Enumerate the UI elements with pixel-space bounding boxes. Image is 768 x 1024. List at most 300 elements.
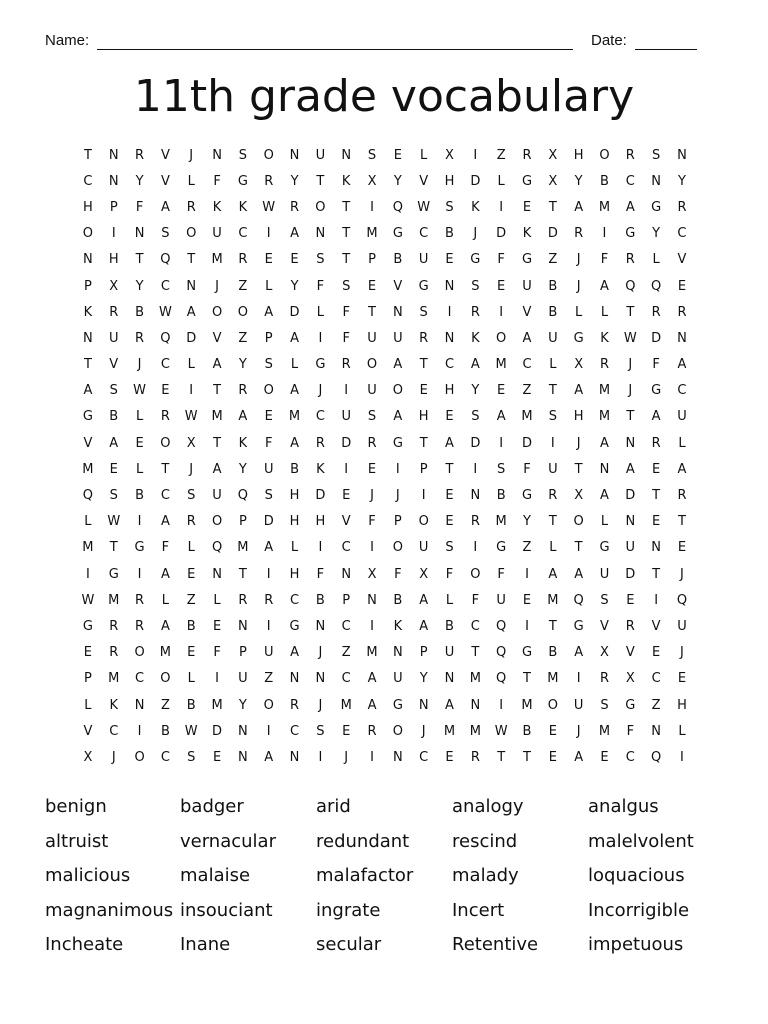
word-list <box>45 790 735 963</box>
grid-letter: T <box>342 252 351 268</box>
grid-row <box>75 378 695 404</box>
grid-letter: R <box>522 147 532 163</box>
grid-letter: F <box>342 304 350 320</box>
grid-letter: C <box>341 671 351 687</box>
grid-letter: Z <box>548 252 558 268</box>
grid-letter: I <box>137 723 142 739</box>
grid-letter: R <box>548 488 558 504</box>
grid-letter: T <box>316 173 325 189</box>
grid-letter: V <box>160 173 170 189</box>
word-list-item: altruist <box>45 830 109 852</box>
grid-letter: M <box>598 199 611 215</box>
grid-letter: A <box>238 409 248 425</box>
grid-letter: T <box>109 540 118 556</box>
word-list-item: ingrate <box>316 899 381 921</box>
grid-letter: S <box>109 383 118 399</box>
grid-letter: A <box>290 383 299 399</box>
grid-letter: G <box>108 566 119 582</box>
grid-letter: G <box>315 357 326 373</box>
grid-letter: B <box>315 592 325 608</box>
grid-letter: I <box>499 304 504 320</box>
grid-row <box>75 430 695 456</box>
grid-letter: R <box>625 252 635 268</box>
grid-letter: N <box>108 173 119 189</box>
grid-letter: L <box>575 304 583 320</box>
grid-letter: C <box>419 226 429 242</box>
grid-letter: T <box>574 461 583 477</box>
grid-letter: B <box>445 226 454 242</box>
grid-letter: D <box>625 566 636 582</box>
word-list-item: Incert <box>452 899 505 921</box>
grid-letter: M <box>598 383 611 399</box>
grid-letter: L <box>290 540 299 556</box>
grid-letter: Q <box>211 540 223 556</box>
grid-letter: V <box>393 278 403 294</box>
grid-letter: Y <box>135 173 144 189</box>
grid-letter: E <box>522 199 532 215</box>
grid-letter: C <box>83 173 93 189</box>
grid-letter: I <box>525 566 529 582</box>
grid-letter: K <box>212 199 222 215</box>
grid-letter: F <box>394 566 402 582</box>
grid-letter: Q <box>496 645 507 661</box>
grid-letter: F <box>316 566 325 582</box>
grid-letter: L <box>84 514 92 530</box>
grid-letter: C <box>160 357 170 373</box>
grid-letter: V <box>625 645 635 661</box>
grid-letter: M <box>469 723 481 739</box>
grid-letter: T <box>548 199 557 215</box>
grid-letter: R <box>677 199 687 215</box>
grid-letter: N <box>444 278 455 294</box>
grid-letter: L <box>445 592 454 608</box>
grid-letter: J <box>344 749 349 765</box>
grid-letter: K <box>238 435 248 451</box>
grid-letter: I <box>266 566 271 582</box>
grid-letter: Y <box>677 173 686 189</box>
grid-letter: J <box>680 645 684 661</box>
grid-letter: B <box>393 592 403 608</box>
grid-letter: S <box>445 199 454 215</box>
grid-letter: I <box>370 749 374 765</box>
grid-letter: J <box>189 147 194 163</box>
grid-letter: E <box>600 749 609 765</box>
grid-letter: E <box>677 278 687 294</box>
grid-letter: G <box>521 252 533 268</box>
grid-letter: N <box>238 749 248 765</box>
grid-letter: Y <box>419 671 428 687</box>
grid-letter: R <box>677 304 687 320</box>
grid-letter: O <box>134 749 145 765</box>
grid-letter: Y <box>135 278 144 294</box>
grid-letter: N <box>470 488 481 504</box>
grid-letter: J <box>421 723 426 739</box>
grid-letter: G <box>82 409 93 425</box>
grid-letter: L <box>497 173 505 189</box>
grid-letter: A <box>419 618 429 634</box>
grid-letter: T <box>548 618 557 634</box>
grid-letter: R <box>651 435 661 451</box>
grid-letter: W <box>133 383 146 399</box>
grid-letter: M <box>443 723 456 739</box>
grid-letter: N <box>392 304 403 320</box>
grid-letter: H <box>108 252 119 268</box>
grid-letter: U <box>238 671 248 687</box>
grid-letter: J <box>318 697 323 713</box>
grid-letter: Z <box>238 330 248 346</box>
grid-letter: J <box>576 723 581 739</box>
grid-letter: N <box>392 749 403 765</box>
grid-letter: I <box>344 383 349 399</box>
grid-letter: D <box>625 488 636 504</box>
name-label: Name: <box>45 32 90 49</box>
grid-letter: D <box>186 330 197 346</box>
grid-letter: V <box>651 618 661 634</box>
grid-letter: N <box>444 671 455 687</box>
grid-letter: D <box>470 173 481 189</box>
grid-letter: F <box>368 514 376 530</box>
grid-letter: J <box>189 461 194 477</box>
grid-letter: M <box>547 671 559 687</box>
grid-letter: H <box>289 488 300 504</box>
grid-letter: M <box>159 645 171 661</box>
grid-letter: I <box>499 435 504 451</box>
grid-letter: U <box>418 252 429 268</box>
grid-letter: R <box>651 304 661 320</box>
grid-letter: J <box>576 278 581 294</box>
grid-letter: W <box>184 723 198 739</box>
grid-letter: E <box>419 383 428 399</box>
grid-letter: C <box>444 357 455 373</box>
grid-letter: U <box>315 147 326 163</box>
grid-letter: E <box>109 461 118 477</box>
grid-letter: J <box>576 435 581 451</box>
grid-letter: U <box>496 592 506 608</box>
grid-letter: R <box>470 304 480 320</box>
word-list-item: malicious <box>45 865 131 887</box>
grid-letter: X <box>367 173 377 189</box>
grid-letter: F <box>600 252 609 268</box>
grid-letter: R <box>109 618 119 634</box>
grid-letter: S <box>471 409 480 425</box>
grid-letter: J <box>318 645 323 661</box>
grid-letter: I <box>85 566 90 582</box>
grid-letter: N <box>625 435 636 451</box>
grid-letter: X <box>367 566 377 582</box>
grid-letter: L <box>265 278 273 294</box>
grid-letter: Z <box>651 697 661 713</box>
grid-letter: S <box>187 749 196 765</box>
grid-letter: H <box>418 409 429 425</box>
grid-letter: T <box>445 461 454 477</box>
grid-letter: Q <box>496 618 507 634</box>
grid-letter: D <box>547 226 558 242</box>
grid-letter: N <box>83 252 93 268</box>
grid-letter: T <box>161 461 170 477</box>
grid-letter: I <box>680 749 684 765</box>
grid-letter: O <box>392 723 403 739</box>
grid-letter: P <box>238 645 247 661</box>
grid-letter: F <box>213 645 221 661</box>
grid-letter: U <box>548 461 558 477</box>
word-list-item: badger <box>180 796 244 817</box>
grid-letter: L <box>678 435 686 451</box>
grid-letter: T <box>626 304 635 320</box>
grid-letter: B <box>186 618 196 634</box>
word-list-item: analgus <box>588 796 659 817</box>
grid-letter: I <box>602 226 607 242</box>
grid-letter: I <box>395 461 400 477</box>
word-list-item: loquacious <box>588 865 685 887</box>
grid-letter: M <box>82 461 94 477</box>
grid-row <box>75 509 695 535</box>
grid-letter: E <box>445 514 454 530</box>
grid-letter: E <box>367 278 377 294</box>
grid-letter: J <box>628 383 633 399</box>
grid-letter: Q <box>496 671 507 687</box>
grid-letter: E <box>212 749 222 765</box>
grid-letter: L <box>290 357 299 373</box>
grid-letter: O <box>547 697 558 713</box>
grid-row <box>75 299 695 325</box>
grid-letter: G <box>651 199 662 215</box>
grid-letter: S <box>367 409 377 425</box>
grid-letter: N <box>677 330 687 346</box>
grid-letter: S <box>187 488 196 504</box>
grid-letter: T <box>342 199 351 215</box>
grid-letter: L <box>213 592 221 608</box>
grid-letter: B <box>290 461 299 477</box>
grid-letter: R <box>238 592 248 608</box>
grid-letter: R <box>186 514 196 530</box>
grid-letter: X <box>574 488 584 504</box>
grid-letter: R <box>109 304 119 320</box>
grid-letter: S <box>316 252 325 268</box>
grid-letter: N <box>238 723 248 739</box>
grid-letter: I <box>654 592 659 608</box>
grid-letter: C <box>160 749 170 765</box>
grid-letter: W <box>623 330 637 346</box>
grid-letter: A <box>186 304 196 320</box>
grid-letter: C <box>160 488 170 504</box>
grid-letter: T <box>83 357 92 373</box>
grid-letter: S <box>109 488 118 504</box>
grid-letter: A <box>367 671 377 687</box>
grid-letter: F <box>316 278 325 294</box>
grid-letter: M <box>340 697 352 713</box>
grid-letter: C <box>109 723 119 739</box>
grid-letter: R <box>109 645 119 661</box>
grid-letter: X <box>548 147 558 163</box>
grid-letter: F <box>264 435 273 451</box>
word-list-item: vernacular <box>180 830 276 852</box>
grid-letter: W <box>417 199 431 215</box>
grid-letter: I <box>344 461 349 477</box>
grid-letter: K <box>471 199 480 215</box>
grid-letter: R <box>599 671 609 687</box>
grid-letter: E <box>677 540 687 556</box>
grid-letter: R <box>470 749 480 765</box>
grid-letter: T <box>523 749 531 765</box>
grid-row <box>75 168 695 194</box>
grid-letter: I <box>499 199 504 215</box>
grid-letter: I <box>266 618 271 634</box>
grid-letter: X <box>186 435 196 451</box>
date-label: Date: <box>591 32 627 49</box>
grid-letter: G <box>418 278 429 294</box>
grid-letter: L <box>420 147 428 163</box>
grid-letter: M <box>211 697 223 713</box>
grid-letter: F <box>213 173 221 189</box>
grid-letter: Z <box>160 697 170 713</box>
grid-letter: C <box>677 226 687 242</box>
grid-letter: G <box>521 173 533 189</box>
word-list-item: secular <box>316 934 382 956</box>
grid-letter: M <box>237 540 249 556</box>
grid-letter: A <box>160 566 170 582</box>
grid-letter: M <box>598 723 611 739</box>
grid-letter: J <box>395 488 400 504</box>
grid-letter: O <box>134 645 145 661</box>
grid-letter: C <box>238 226 248 242</box>
grid-letter: U <box>573 697 584 713</box>
grid-letter: J <box>318 383 323 399</box>
grid-letter: N <box>315 226 326 242</box>
grid-letter: S <box>264 357 273 373</box>
grid-letter: P <box>368 252 376 268</box>
grid-letter: E <box>497 278 506 294</box>
grid-letter: Z <box>522 383 532 399</box>
grid-letter: N <box>83 330 93 346</box>
grid-letter: L <box>187 671 195 687</box>
grid-letter: A <box>445 697 454 713</box>
grid-letter: E <box>187 566 196 582</box>
grid-letter: U <box>367 383 377 399</box>
word-search-grid <box>75 142 695 771</box>
grid-letter: A <box>625 199 635 215</box>
grid-letter: A <box>212 461 222 477</box>
grid-letter: G <box>599 540 610 556</box>
grid-row <box>75 221 695 247</box>
grid-row <box>75 247 695 273</box>
grid-letter: D <box>289 304 300 320</box>
grid-letter: S <box>161 226 170 242</box>
grid-letter: V <box>419 173 429 189</box>
grid-row <box>75 142 695 168</box>
grid-letter: P <box>393 514 402 530</box>
grid-letter: C <box>625 749 635 765</box>
grid-letter: J <box>473 226 478 242</box>
grid-letter: F <box>342 330 350 346</box>
grid-letter: C <box>290 723 300 739</box>
grid-letter: R <box>677 488 687 504</box>
grid-letter: X <box>419 566 429 582</box>
grid-letter: A <box>574 566 584 582</box>
grid-letter: P <box>342 592 351 608</box>
grid-letter: F <box>445 566 454 582</box>
grid-letter: W <box>107 514 121 530</box>
grid-letter: Q <box>82 488 94 504</box>
grid-letter: R <box>135 330 145 346</box>
grid-letter: D <box>212 723 223 739</box>
grid-letter: V <box>212 330 222 346</box>
grid-letter: T <box>213 383 222 399</box>
grid-letter: E <box>497 383 506 399</box>
grid-letter: D <box>470 435 481 451</box>
grid-letter: X <box>83 749 93 765</box>
grid-letter: Y <box>471 383 480 399</box>
word-list-item: benign <box>45 796 107 817</box>
grid-letter: A <box>264 304 274 320</box>
grid-letter: I <box>370 618 374 634</box>
word-list-item: rescind <box>452 830 518 852</box>
grid-letter: K <box>316 461 325 477</box>
grid-letter: R <box>419 330 429 346</box>
grid-letter: L <box>135 409 144 425</box>
grid-letter: I <box>421 488 426 504</box>
grid-letter: O <box>82 226 94 242</box>
grid-letter: A <box>290 226 299 242</box>
grid-letter: C <box>419 749 429 765</box>
grid-letter: A <box>600 278 609 294</box>
grid-letter: K <box>83 304 93 320</box>
word-list-item: Retentive <box>452 934 539 956</box>
grid-letter: X <box>625 671 635 687</box>
grid-letter: R <box>290 199 300 215</box>
grid-letter: E <box>522 592 532 608</box>
grid-letter: O <box>160 671 171 687</box>
grid-letter: A <box>109 435 119 451</box>
grid-letter: O <box>263 383 274 399</box>
grid-letter: B <box>160 723 170 739</box>
grid-letter: X <box>109 278 119 294</box>
grid-letter: M <box>82 540 94 556</box>
grid-letter: P <box>419 461 428 477</box>
grid-letter: C <box>470 618 480 634</box>
grid-letter: R <box>625 147 635 163</box>
grid-letter: A <box>160 514 170 530</box>
grid-letter: T <box>652 566 661 582</box>
grid-letter: D <box>341 435 352 451</box>
grid-letter: I <box>447 304 452 320</box>
grid-letter: T <box>83 147 92 163</box>
grid-letter: O <box>392 383 403 399</box>
grid-letter: E <box>342 723 351 739</box>
grid-letter: M <box>366 226 378 242</box>
grid-letter: S <box>264 488 273 504</box>
grid-letter: B <box>548 278 558 294</box>
grid-letter: H <box>573 147 584 163</box>
grid-letter: Y <box>238 357 247 373</box>
grid-letter: V <box>341 514 351 530</box>
grid-letter: P <box>83 278 92 294</box>
grid-letter: K <box>341 173 351 189</box>
grid-letter: R <box>341 357 351 373</box>
grid-letter: K <box>393 618 403 634</box>
grid-letter: R <box>186 199 196 215</box>
grid-letter: A <box>160 618 170 634</box>
grid-letter: N <box>108 147 119 163</box>
grid-letter: T <box>419 357 428 373</box>
grid-letter: F <box>161 540 170 556</box>
grid-letter: D <box>651 330 662 346</box>
grid-letter: R <box>599 357 609 373</box>
grid-letter: U <box>599 566 610 582</box>
grid-letter: O <box>211 304 223 320</box>
grid-letter: L <box>84 697 92 713</box>
grid-letter: T <box>368 304 376 320</box>
grid-letter: R <box>160 409 170 425</box>
